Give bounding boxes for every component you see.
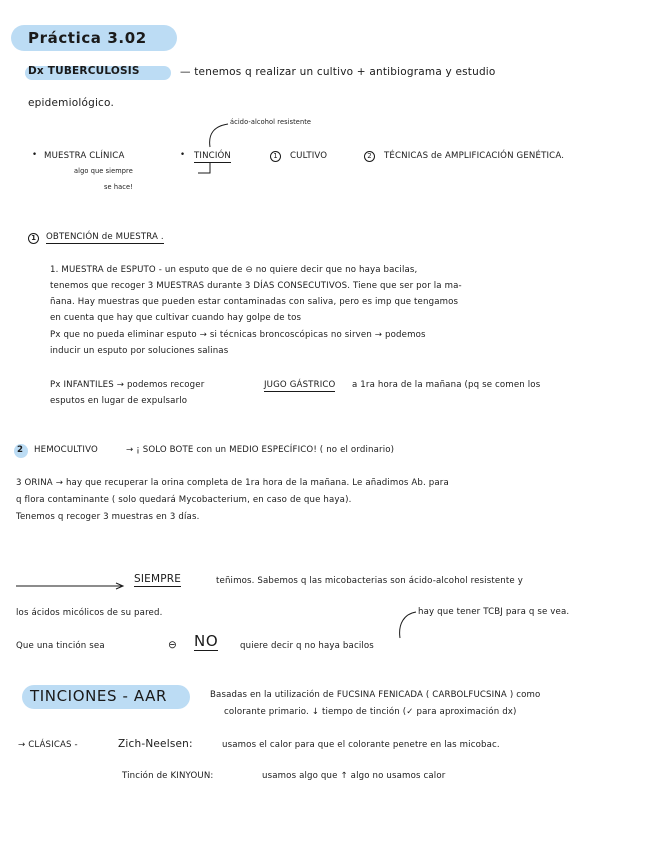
topic-rest-1: — tenemos q realizar un cultivo + antibiograma y estudio: [180, 66, 496, 78]
infantiles-2: esputos en lugar de expulsarlo: [50, 396, 188, 406]
orina-line-3: Tenemos q recoger 3 muestras en 3 días.: [16, 512, 200, 522]
tinciones-desc-2: colorante primario. ↓ tiempo de tinción (✓ para aproximación dx): [224, 707, 517, 717]
siempre-rest: teñimos. Sabemos q las micobacterias son ácido-alcohol resistente y: [216, 576, 523, 586]
section2-rest: → ¡ SOLO BOTE con un MEDIO ESPECÍFICO! ( no el ordinario): [126, 445, 395, 455]
esputo-line-5: Px que no pueda eliminar esputo → si técnicas broncoscópicas no sirven → podemos: [50, 330, 426, 340]
orina-line-2: q flora contaminante ( solo quedará Mycobacterium, en caso de que haya).: [16, 495, 352, 505]
topic-label: Dx TUBERCULOSIS: [28, 65, 140, 77]
tincion-note-arrow: [210, 124, 228, 147]
tincion-bracket: [198, 162, 210, 173]
tincion-note: ácido-alcohol resistente: [230, 118, 312, 126]
section2-heading: HEMOCULTIVO: [34, 445, 98, 455]
siempre-line-3a: Que una tinción sea: [16, 641, 105, 651]
siempre-line-3b: quiere decir q no haya bacilos: [240, 641, 374, 651]
cultivo-label: CULTIVO: [290, 151, 328, 161]
infantiles-jugo: JUGO GÁSTRICO: [264, 380, 336, 390]
tinciones-title: TINCIONES - AAR: [30, 687, 168, 705]
tincion-bullet: •: [180, 150, 186, 160]
no-word: NO: [194, 632, 219, 650]
kinyoun-desc: usamos algo que ↑ algo no usamos calor: [262, 771, 446, 781]
tecnicas-num: 2: [364, 151, 375, 162]
cultivo-num: 1: [270, 151, 281, 162]
kinyoun-label: Tinción de KINYOUN:: [122, 771, 214, 781]
section2-num: 2: [17, 445, 24, 455]
section1-num: 1: [28, 233, 39, 244]
muestra-label: MUESTRA CLÍNICA: [44, 151, 125, 161]
muestra-note-1: algo que siempre: [74, 167, 133, 175]
infantiles-1a: Px INFANTILES → podemos recoger: [50, 380, 205, 390]
zn-desc: usamos el calor para que el colorante penetre en las micobac.: [222, 740, 500, 750]
esputo-line-6: inducir un esputo por soluciones salinas: [50, 346, 229, 356]
zn-label: Zich-Neelsen:: [118, 738, 193, 750]
tincion-label: TINCIÓN: [194, 151, 231, 161]
topic-rest-2: epidemiológico.: [28, 97, 115, 109]
orina-line-1: 3 ORINA → hay que recuperar la orina completa de 1ra hora de la mañana. Le añadimos Ab. para: [16, 478, 449, 488]
siempre-word: SIEMPRE: [134, 573, 182, 585]
siempre-line-2: los ácidos micólicos de su pared.: [16, 608, 163, 618]
page-title: Práctica 3.02: [28, 29, 147, 47]
section1-heading: OBTENCIÓN de MUESTRA .: [46, 232, 164, 242]
siempre-note-arrow: [400, 612, 416, 638]
muestra-note-2: se hace!: [104, 183, 133, 191]
esputo-line-3: ñana. Hay muestras que pueden estar contaminadas con saliva, pero es imp que tengamos: [50, 297, 459, 307]
tinciones-desc-1: Basadas en la utilización de FUCSINA FENICADA ( CARBOLFUCSINA ) como: [210, 690, 541, 700]
clasicas-label: → CLÁSICAS -: [18, 740, 78, 750]
esputo-line-4: en cuenta que hay que cultivar cuando hay golpe de tos: [50, 313, 302, 323]
muestra-bullet: •: [32, 150, 38, 160]
siempre-note: hay que tener TCBJ para q se vea.: [418, 607, 570, 617]
esputo-line-2: tenemos que recoger 3 MUESTRAS durante 3 DÍAS CONSECUTIVOS. Tiene que ser por la ma-: [50, 281, 462, 291]
infantiles-1b: a 1ra hora de la mañana (pq se comen los: [352, 380, 541, 390]
esputo-line-1: 1. MUESTRA de ESPUTO - un esputo que de ⊖ no quiere decir que no haya bacilas,: [50, 265, 418, 275]
negative-symbol: ⊖: [168, 639, 177, 651]
tecnicas-label: TÉCNICAS de AMPLIFICACIÓN GENÉTICA.: [384, 151, 565, 161]
